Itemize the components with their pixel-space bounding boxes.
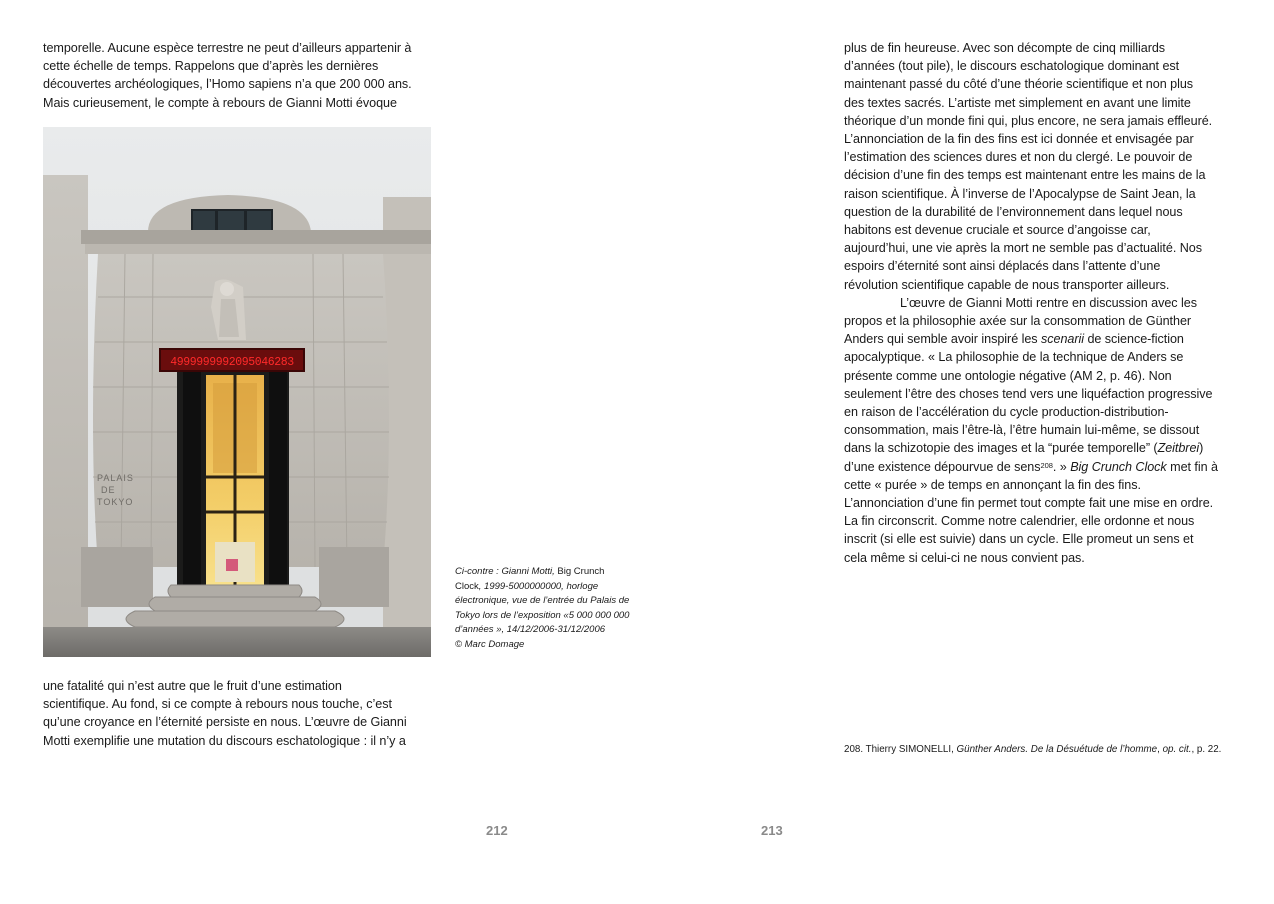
svg-text:PALAIS: PALAIS xyxy=(97,473,134,483)
right-paragraph-2 xyxy=(844,294,1236,567)
caption-artwork-title: Big Crunch Clock xyxy=(455,566,605,592)
text-line: L’œuvre de Gianni Motti rentre en discussion avec les xyxy=(900,295,1197,310)
page-number-left: 212 xyxy=(486,823,508,838)
text-line: seulement l’être des choses tend vers une liquéfaction progressive xyxy=(844,386,1213,401)
text-line: théorique d’un monde fini qui, plus encore, ne sera jamais effleuré. xyxy=(844,113,1213,128)
text-line: d’une existence dépourvue de sens$^{208}$. » Big Crunch Clock met fin à xyxy=(844,459,1218,474)
caption-details: , 1999-5000000000, horloge électronique, vue de l’entrée du Palais de Tokyo lors de l’exposition «5 000 000 000 d’années », 14/12/2006-31/12/2006 xyxy=(455,580,630,635)
text-line: présente comme une ontologie négative (AM 2, p. 46). Non xyxy=(844,368,1172,383)
text-line: propos et la philosophie axée sur la consommation de Günther xyxy=(844,314,1192,329)
text-line: d’années (tout pile), le discours eschatologique dominant est xyxy=(844,59,1180,74)
left-paragraph-bottom xyxy=(43,677,443,750)
text-line: décision d’une fin des temps est maintenant entre les mains de la xyxy=(844,168,1206,183)
photo-palais-de-tokyo xyxy=(43,127,431,657)
text-line: Motti exemplifie une mutation du discours eschatologique : il n’y a xyxy=(43,733,406,748)
text-line: plus de fin heureuse. Avec son décompte de cinq milliards xyxy=(844,41,1166,55)
text-line: Anders qui semble avoir inspiré les scenarii de science-fiction xyxy=(844,332,1184,347)
text-line: question de la durabilité de l’environnement dans lequel nous xyxy=(844,204,1183,219)
text-line: espoirs d’éternité sont ainsi déplacés dans l’attente d’une xyxy=(844,259,1161,274)
text-line: Mais curieusement, le compte à rebours de Gianni Motti évoque xyxy=(43,95,397,110)
text-line: La fin circonscrit. Comme notre calendrier, elle ordonne et nous xyxy=(844,514,1195,529)
photo-caption xyxy=(455,565,633,652)
caption-intro: Ci-contre : Gianni Motti, xyxy=(455,566,558,577)
text-line: révolution scientifique capable de nous transporter ailleurs. xyxy=(844,277,1170,292)
footnote-reference[interactable]: 208 xyxy=(1040,460,1053,470)
text-line: une fatalité qui n’est autre que le fruit d’une estimation xyxy=(43,679,342,693)
text-line: scientifique. Au fond, si ce compte à rebours nous touche, c’est xyxy=(43,697,392,712)
text-line: maintenant passé du côté d’une théorie scientifique et non plus xyxy=(844,77,1194,92)
text-line: temporelle. Aucune espèce terrestre ne peut d’ailleurs appartenir à xyxy=(43,41,412,55)
text-line: apocalyptique. « La philosophie de la technique de Anders se xyxy=(844,350,1184,365)
svg-text:DE: DE xyxy=(101,485,116,495)
footnote-208: 208. Thierry SIMONELLI, Günther Anders. De la Désuétude de l’homme, op. cit., p. 22. xyxy=(844,744,1222,755)
text-line: aujourd’hui, une vie après la mort ne semble pas d’actualité. Nos xyxy=(844,241,1202,256)
text-line: L’annonciation de la fin des fins est ici donnée et envisagée par xyxy=(844,132,1194,147)
svg-text:TOKYO: TOKYO xyxy=(97,497,134,507)
text-line: en raison de l’accélération du cycle production-distribution- xyxy=(844,405,1169,420)
text-line: cette « purée » de temps en annonçant la fin des fins. xyxy=(844,477,1141,492)
page-number-right: 213 xyxy=(761,823,783,838)
text-line: qu’une croyance en l’éternité persiste en nous. L’œuvre de Gianni xyxy=(43,715,407,730)
text-line: consommation, mais l’être-là, l’être humain lui-même, se dissout xyxy=(844,423,1200,438)
relief-sculpture xyxy=(211,280,246,341)
right-paragraph-1 xyxy=(844,39,1236,294)
text-line: raison scientifique. À l’inverse de l’Apocalypse de Saint Jean, la xyxy=(844,186,1196,201)
text-line: L’annonciation d’une fin permet tout compte fait une mise en ordre. xyxy=(844,496,1214,511)
right-column xyxy=(844,39,1236,567)
text-line: cette échelle de temps. Rappelons que d’après les dernières xyxy=(43,59,379,74)
text-line: habitons est devenue cruciale et source d’angoisse car, xyxy=(844,223,1151,238)
text-line: l’estimation des sciences dures et non du clergé. Le pouvoir de xyxy=(844,150,1193,165)
text-line: cela même si celui-ci ne nous convient pas. xyxy=(844,550,1085,565)
text-line: dans la schizotopie des images et la “purée temporelle” (Zeitbrei) xyxy=(844,441,1204,456)
text-line: inscrit (si elle est suivie) dans un cycle. Elle promeut un sens et xyxy=(844,532,1194,547)
caption-credit: © Marc Domage xyxy=(455,638,525,650)
counter-display: 4999999992095046283 xyxy=(170,356,294,369)
text-line: découvertes archéologiques, l’Homo sapiens n’a que 200 000 ans. xyxy=(43,77,412,92)
left-paragraph-top xyxy=(43,39,443,112)
text-line: des textes sacrés. L’artiste met simplement en avant une limite xyxy=(844,95,1191,110)
